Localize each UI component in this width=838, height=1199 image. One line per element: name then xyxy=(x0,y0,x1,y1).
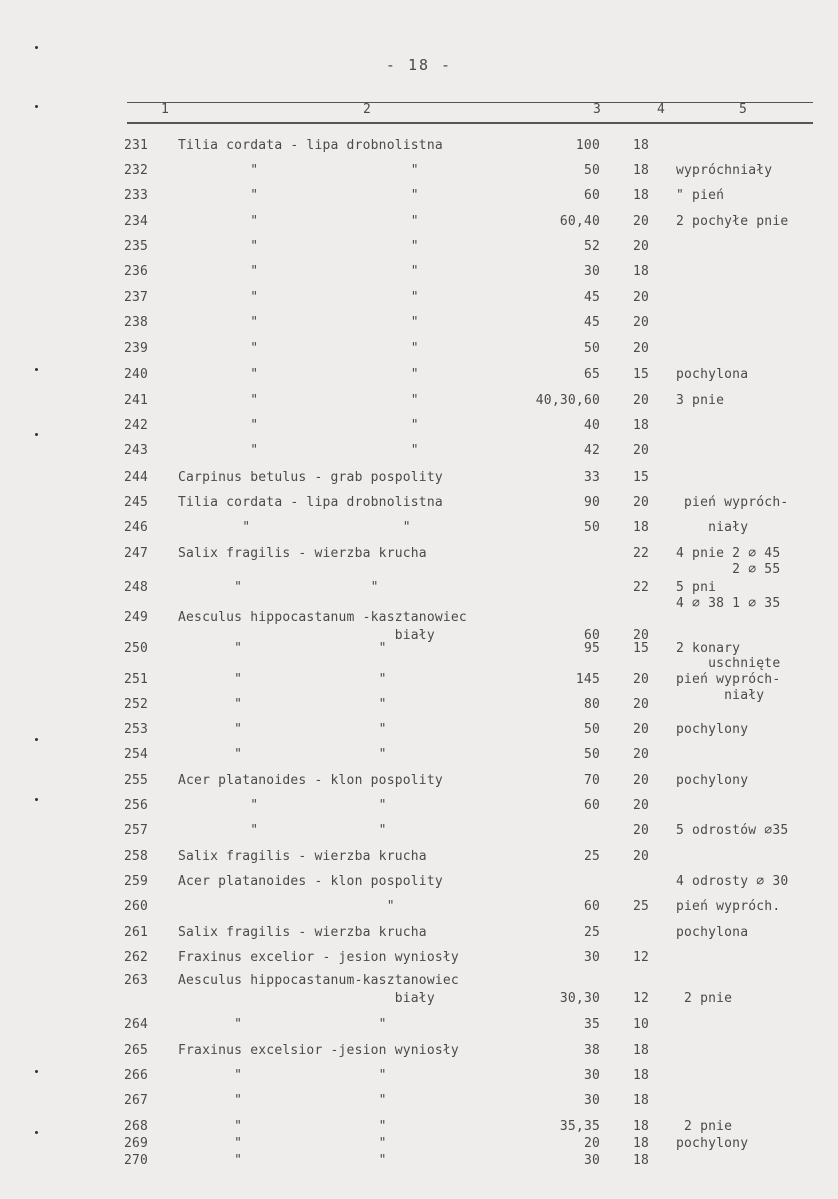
tree-species: " " xyxy=(178,823,387,838)
remarks: pochylona xyxy=(676,925,749,940)
trunk-diameter: 95 xyxy=(583,641,600,656)
table-row xyxy=(0,393,838,411)
table-row xyxy=(0,610,838,628)
margin-mark xyxy=(35,1070,38,1073)
tree-number: 256 xyxy=(124,798,149,813)
tree-height: 20 xyxy=(633,672,650,687)
tree-height: 12 xyxy=(633,991,650,1006)
table-row xyxy=(0,520,838,538)
margin-mark xyxy=(35,738,38,741)
tree-species: " xyxy=(178,899,395,914)
table-row xyxy=(0,214,838,232)
tree-height: 15 xyxy=(633,641,650,656)
tree-height: 20 xyxy=(633,239,650,254)
tree-number: 233 xyxy=(124,188,149,203)
tree-height: 18 xyxy=(633,418,650,433)
table-row xyxy=(0,495,838,513)
tree-number: 242 xyxy=(124,418,149,433)
tree-height: 12 xyxy=(633,950,650,965)
table-row xyxy=(0,925,838,943)
header-col-5: 5 xyxy=(739,102,747,117)
tree-height: 18 xyxy=(633,1043,650,1058)
tree-species: Salix fragilis - wierzba krucha xyxy=(178,925,427,940)
trunk-diameter: 30 xyxy=(583,1093,600,1108)
tree-species: " " xyxy=(178,697,387,712)
table-row xyxy=(0,290,838,308)
header-col-3: 3 xyxy=(593,102,601,117)
tree-height: 20 xyxy=(633,849,650,864)
tree-number: 232 xyxy=(124,163,149,178)
trunk-diameter: 70 xyxy=(583,773,600,788)
tree-species: Fraxinus excelior - jesion wyniosły xyxy=(178,950,459,965)
table-row xyxy=(0,264,838,282)
tree-species: " " xyxy=(178,1068,387,1083)
tree-number: 248 xyxy=(124,580,149,595)
tree-height: 18 xyxy=(633,264,650,279)
header-top-rule xyxy=(127,102,813,103)
tree-height: 18 xyxy=(633,1153,650,1168)
trunk-diameter: 65 xyxy=(583,367,600,382)
trunk-diameter: 100 xyxy=(575,138,600,153)
table-row xyxy=(0,1068,838,1086)
trunk-diameter: 90 xyxy=(583,495,600,510)
table-row xyxy=(0,697,838,715)
tree-species: " " xyxy=(178,393,419,408)
tree-height: 15 xyxy=(633,367,650,382)
table-row xyxy=(0,973,838,991)
table-row xyxy=(0,823,838,841)
remarks: 5 pni xyxy=(676,580,717,595)
tree-height: 18 xyxy=(633,1068,650,1083)
tree-species: Salix fragilis - wierzba krucha xyxy=(178,849,427,864)
tree-height: 20 xyxy=(633,495,650,510)
trunk-diameter: 50 xyxy=(583,722,600,737)
tree-species: " " xyxy=(178,798,387,813)
table-row xyxy=(0,341,838,359)
trunk-diameter: 40 xyxy=(583,418,600,433)
tree-species: " " xyxy=(178,747,387,762)
remarks: pochylony xyxy=(676,1136,749,1151)
tree-species: biały xyxy=(178,991,435,1006)
tree-species: Carpinus betulus - grab pospolity xyxy=(178,470,443,485)
table-row xyxy=(0,418,838,436)
trunk-diameter: 45 xyxy=(583,290,600,305)
trunk-diameter: 45 xyxy=(583,315,600,330)
table-row xyxy=(0,1119,838,1137)
tree-number: 260 xyxy=(124,899,149,914)
tree-number: 241 xyxy=(124,393,149,408)
remarks: pień wypróch- xyxy=(676,672,781,687)
tree-number: 240 xyxy=(124,367,149,382)
trunk-diameter: 52 xyxy=(583,239,600,254)
remarks: pień wypróch- xyxy=(676,495,789,510)
tree-number: 257 xyxy=(124,823,149,838)
tree-number: 244 xyxy=(124,470,149,485)
trunk-diameter: 40,30,60 xyxy=(535,393,600,408)
table-row xyxy=(0,950,838,968)
tree-height: 18 xyxy=(633,1093,650,1108)
margin-mark xyxy=(35,368,38,371)
tree-height: 20 xyxy=(633,697,650,712)
trunk-diameter: 33 xyxy=(583,470,600,485)
trunk-diameter: 145 xyxy=(575,672,600,687)
trunk-diameter: 50 xyxy=(583,341,600,356)
remarks: pochylony xyxy=(676,773,749,788)
tree-number: 263 xyxy=(124,973,149,988)
tree-species: " " xyxy=(178,672,387,687)
tree-species: " " xyxy=(178,214,419,229)
table-row xyxy=(0,188,838,206)
tree-species: Tilia cordata - lipa drobnolistna xyxy=(178,495,443,510)
tree-species: " " xyxy=(178,1093,387,1108)
trunk-diameter: 30 xyxy=(583,264,600,279)
tree-number: 270 xyxy=(124,1153,149,1168)
tree-height: 18 xyxy=(633,163,650,178)
tree-number: 258 xyxy=(124,849,149,864)
tree-number: 267 xyxy=(124,1093,149,1108)
tree-species: Aesculus hippocastanum -kasztanowiec xyxy=(178,610,467,625)
tree-number: 259 xyxy=(124,874,149,889)
tree-number: 247 xyxy=(124,546,149,561)
tree-number: 269 xyxy=(124,1136,149,1151)
remarks: 2 ∅ 55 xyxy=(676,562,781,577)
tree-height: 20 xyxy=(633,443,650,458)
remarks: 2 pochyłe pnie xyxy=(676,214,789,229)
page-number: - 18 - xyxy=(385,56,453,74)
tree-species: " " xyxy=(178,163,419,178)
tree-species: " " xyxy=(178,264,419,279)
tree-species: " " xyxy=(178,1136,387,1151)
trunk-diameter: 60 xyxy=(583,899,600,914)
tree-species: " " xyxy=(178,1153,387,1168)
trunk-diameter: 38 xyxy=(583,1043,600,1058)
trunk-diameter: 60 xyxy=(583,628,600,643)
tree-number: 262 xyxy=(124,950,149,965)
tree-species: Acer platanoides - klon pospolity xyxy=(178,874,443,889)
table-row xyxy=(0,1017,838,1035)
tree-height: 22 xyxy=(633,546,650,561)
tree-height: 20 xyxy=(633,798,650,813)
trunk-diameter: 30 xyxy=(583,1153,600,1168)
tree-number: 252 xyxy=(124,697,149,712)
table-row xyxy=(0,443,838,461)
tree-number: 237 xyxy=(124,290,149,305)
tree-height: 20 xyxy=(633,393,650,408)
table-row xyxy=(0,747,838,765)
tree-species: Aesculus hippocastanum-kasztanowiec xyxy=(178,973,459,988)
tree-height: 20 xyxy=(633,773,650,788)
tree-number: 239 xyxy=(124,341,149,356)
tree-number: 231 xyxy=(124,138,149,153)
tree-number: 255 xyxy=(124,773,149,788)
trunk-diameter: 25 xyxy=(583,925,600,940)
tree-number: 245 xyxy=(124,495,149,510)
table-header xyxy=(127,100,813,124)
tree-species: biały xyxy=(178,628,435,643)
tree-species: Salix fragilis - wierzba krucha xyxy=(178,546,427,561)
remarks: 2 pnie xyxy=(676,991,733,1006)
tree-number: 268 xyxy=(124,1119,149,1134)
trunk-diameter: 60,40 xyxy=(559,214,600,229)
margin-mark xyxy=(35,798,38,801)
trunk-diameter: 20 xyxy=(583,1136,600,1151)
tree-species: " " xyxy=(178,188,419,203)
tree-species: " " xyxy=(178,1017,387,1032)
tree-height: 18 xyxy=(633,520,650,535)
trunk-diameter: 50 xyxy=(583,520,600,535)
tree-height: 20 xyxy=(633,315,650,330)
table-row xyxy=(0,138,838,156)
trunk-diameter: 30 xyxy=(583,950,600,965)
tree-species: " " xyxy=(178,367,419,382)
header-col-1: 1 xyxy=(161,102,169,117)
tree-height: 20 xyxy=(633,628,650,643)
tree-species: " " xyxy=(178,290,419,305)
tree-number: 251 xyxy=(124,672,149,687)
trunk-diameter: 60 xyxy=(583,798,600,813)
trunk-diameter: 30 xyxy=(583,1068,600,1083)
tree-number: 238 xyxy=(124,315,149,330)
remarks: 3 pnie xyxy=(676,393,725,408)
trunk-diameter: 25 xyxy=(583,849,600,864)
tree-species: " " xyxy=(178,641,387,656)
tree-number: 254 xyxy=(124,747,149,762)
tree-species: " " xyxy=(178,580,379,595)
tree-height: 20 xyxy=(633,747,650,762)
table-row xyxy=(0,1153,838,1171)
tree-number: 236 xyxy=(124,264,149,279)
margin-mark xyxy=(35,105,38,108)
tree-height: 20 xyxy=(633,722,650,737)
tree-number: 250 xyxy=(124,641,149,656)
tree-height: 18 xyxy=(633,1136,650,1151)
remarks: 4 pnie 2 ∅ 45 xyxy=(676,546,781,561)
tree-number: 253 xyxy=(124,722,149,737)
remarks: pochylony xyxy=(676,722,749,737)
table-row xyxy=(0,163,838,181)
tree-species: " " xyxy=(178,239,419,254)
table-row xyxy=(0,899,838,917)
tree-species: " " xyxy=(178,418,419,433)
trunk-diameter: 60 xyxy=(583,188,600,203)
tree-height: 20 xyxy=(633,823,650,838)
table-row xyxy=(0,874,838,892)
header-col-2: 2 xyxy=(363,102,371,117)
tree-species: " " xyxy=(178,722,387,737)
remarks: wypróchniały xyxy=(676,163,773,178)
tree-height: 20 xyxy=(633,214,650,229)
margin-mark xyxy=(35,1131,38,1134)
table-row xyxy=(0,470,838,488)
tree-number: 243 xyxy=(124,443,149,458)
table-row xyxy=(0,239,838,257)
tree-height: 18 xyxy=(633,138,650,153)
tree-height: 10 xyxy=(633,1017,650,1032)
tree-number: 264 xyxy=(124,1017,149,1032)
tree-species: " " xyxy=(178,315,419,330)
table-row xyxy=(0,315,838,333)
table-row xyxy=(0,722,838,740)
remarks: 5 odrostów ∅35 xyxy=(676,823,789,838)
tree-number: 266 xyxy=(124,1068,149,1083)
remarks: niały xyxy=(676,688,765,703)
trunk-diameter: 80 xyxy=(583,697,600,712)
remarks: 4 ∅ 38 1 ∅ 35 xyxy=(676,596,781,611)
tree-height: 18 xyxy=(633,188,650,203)
remarks: uschnięte xyxy=(676,656,781,671)
tree-species: " " xyxy=(178,341,419,356)
margin-mark xyxy=(35,46,38,49)
table-row xyxy=(0,1043,838,1061)
table-row xyxy=(0,1136,838,1154)
table-row xyxy=(0,562,838,580)
tree-species: " " xyxy=(178,1119,387,1134)
remarks: " pień xyxy=(676,188,725,203)
tree-number: 246 xyxy=(124,520,149,535)
tree-height: 20 xyxy=(633,341,650,356)
table-row xyxy=(0,773,838,791)
table-row xyxy=(0,1093,838,1111)
remarks: pień wypróch. xyxy=(676,899,781,914)
tree-number: 261 xyxy=(124,925,149,940)
remarks: 2 pnie xyxy=(676,1119,733,1134)
remarks: niały xyxy=(676,520,749,535)
table-row xyxy=(0,849,838,867)
tree-height: 22 xyxy=(633,580,650,595)
tree-number: 265 xyxy=(124,1043,149,1058)
trunk-diameter: 50 xyxy=(583,747,600,762)
tree-number: 234 xyxy=(124,214,149,229)
header-col-4: 4 xyxy=(657,102,665,117)
table-row xyxy=(0,798,838,816)
trunk-diameter: 35 xyxy=(583,1017,600,1032)
remarks: 2 konary xyxy=(676,641,741,656)
tree-species: Acer platanoides - klon pospolity xyxy=(178,773,443,788)
tree-species: " " xyxy=(178,520,411,535)
remarks: pochylona xyxy=(676,367,749,382)
trunk-diameter: 30,30 xyxy=(559,991,600,1006)
tree-height: 20 xyxy=(633,290,650,305)
tree-height: 15 xyxy=(633,470,650,485)
tree-number: 249 xyxy=(124,610,149,625)
tree-height: 18 xyxy=(633,1119,650,1134)
tree-species: Tilia cordata - lipa drobnolistna xyxy=(178,138,443,153)
tree-height: 25 xyxy=(633,899,650,914)
tree-number: 235 xyxy=(124,239,149,254)
trunk-diameter: 42 xyxy=(583,443,600,458)
table-row xyxy=(0,991,838,1009)
tree-species: " " xyxy=(178,443,419,458)
remarks: 4 odrosty ∅ 30 xyxy=(676,874,789,889)
trunk-diameter: 50 xyxy=(583,163,600,178)
tree-species: Fraxinus excelsior -jesion wyniosły xyxy=(178,1043,459,1058)
table-row xyxy=(0,367,838,385)
margin-mark xyxy=(35,433,38,436)
trunk-diameter: 35,35 xyxy=(559,1119,600,1134)
